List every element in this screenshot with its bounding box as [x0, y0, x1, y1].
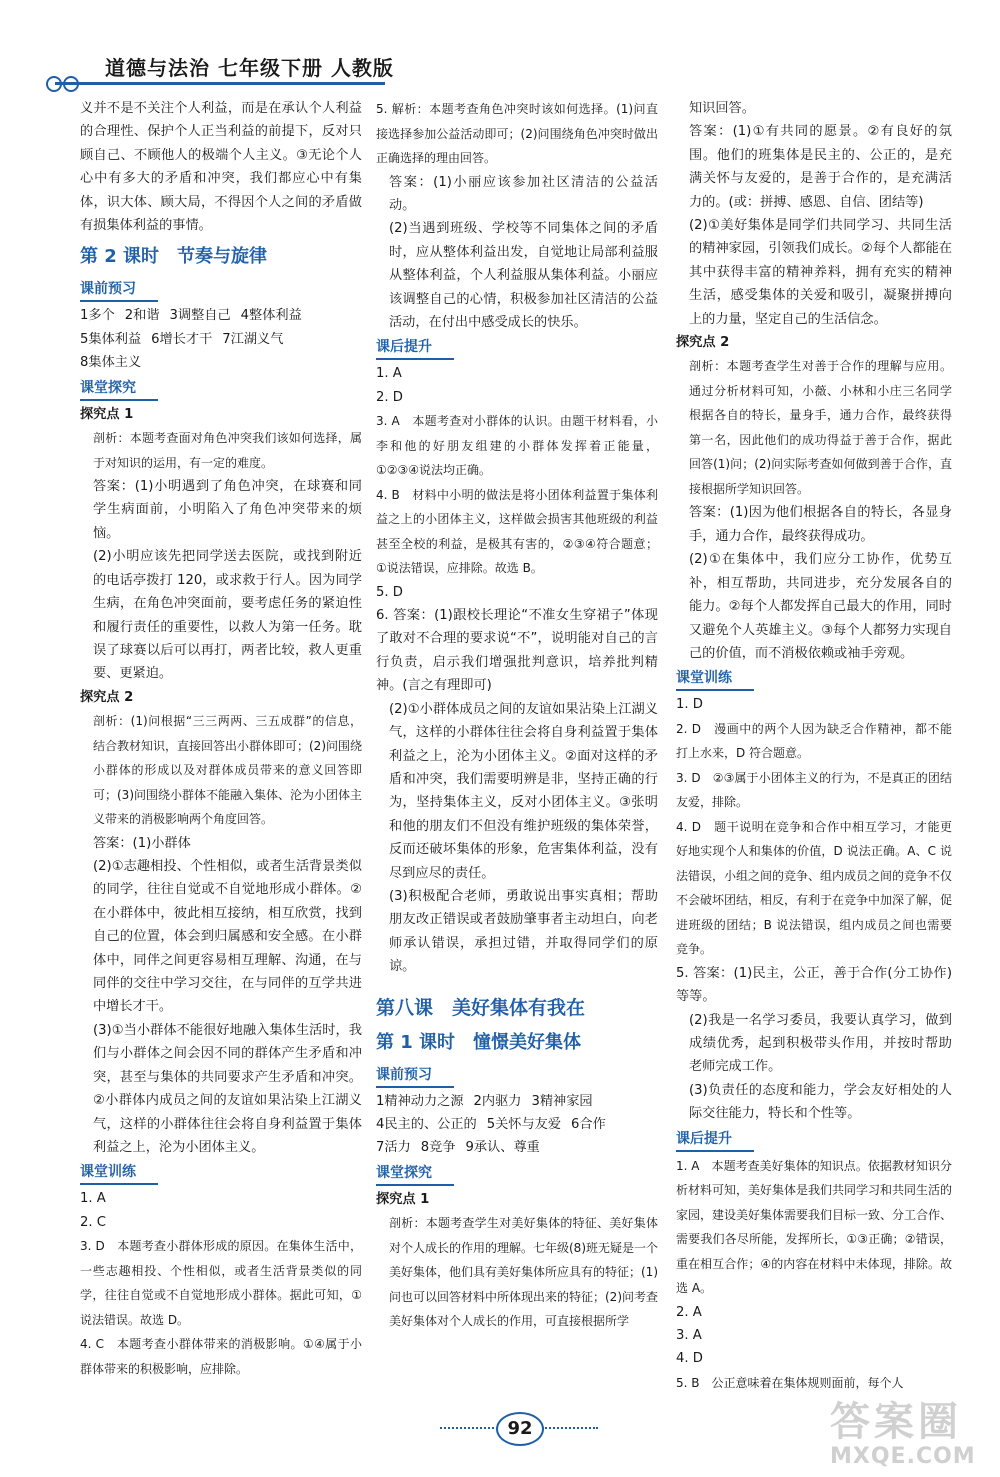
question-answer: 2. D 漫画中的两个人因为缺乏合作精神，都不能打上水来，D 符合题意。 — [676, 721, 952, 761]
question-answer: 4. D — [676, 1351, 703, 1367]
explore-point: 探究点 1 — [376, 1191, 430, 1207]
answer: 答案：(1)小明遇到了角色冲突，在球赛和同学生病面前，小明陷入了角色冲突带来的烦恼。 — [93, 479, 362, 541]
explore-point: 探究点 1 — [80, 406, 134, 422]
watermark-text: 答案圈 — [830, 1399, 962, 1445]
question-answer: 4. B 材料中小明的做法是将小团体利益置于集体利益之上的小团体主义，这样做会损害其他班级的利益甚至全校的利益，是极其有害的，②③④符合题意；①说法错误，应排除。故选 B。 — [376, 487, 658, 576]
section-label: 课堂探究 — [376, 1162, 454, 1186]
section-label: 课后提升 — [376, 336, 454, 360]
lesson-title: 第 1 课时 憧憬美好集体 — [376, 1031, 582, 1053]
answer: 答案：(1)小丽应该参加社区清洁的公益活动。 — [389, 174, 658, 213]
section-label: 课堂训练 — [676, 667, 754, 691]
preview-item: 6合作 — [571, 1116, 606, 1132]
question-answer: 1. D — [676, 697, 703, 713]
answer: 答案：(1)因为他们根据各自的特长，各显身手，通力合作，最终获得成功。 — [689, 505, 952, 544]
section-label: 课前预习 — [80, 278, 158, 302]
question-answer: 1. A — [80, 1191, 106, 1207]
answer: 答案：(1)小群体 — [93, 835, 191, 851]
question-answer: 2. C — [80, 1214, 106, 1230]
answer: (2)①志趣相投、个性相似，或者生活背景类似的同学，往往自觉或不自觉地形成小群体。②在小群体中，彼此相互接纳，相互欣赏，找到自己的位置，体会到归属感和安全感。在小群体中，同伴之间更容易相互理解、沟通，在与同伴的交往中学习交往，在与同伴的互学共进中增长才干。 — [93, 859, 362, 1015]
explore-point: 探究点 2 — [80, 689, 134, 705]
question-answer: 1. A 本题考查美好集体的知识点。依据教材知识分析材料可知，美好集体是我们共同学习和共同生活的家园，建设美好集体需要我们目标一致、分工合作、需要我们各尽所能，发挥所长，①③正确；②错误，重在相互合作；④的内容在材料中未体现，排除。故选 A。 — [676, 1158, 953, 1296]
question-answer: 4. C 本题考查小群体带来的消极影响。①④属于小群体带来的积极影响，应排除。 — [80, 1337, 362, 1376]
question-answer: 3. D ②③属于小团体主义的行为，不是真正的团结友爱，排除。 — [676, 770, 952, 810]
answer: (3)负责任的态度和能力，学会友好相处的人际交往能力，特长和个性等。 — [689, 1082, 952, 1122]
book-title: 道德与法治 七年级下册 人教版 — [105, 56, 394, 80]
preview-item: 1精神动力之源 — [376, 1093, 464, 1109]
answer: (2)小明应该先把同学送去医院，或找到附近的电话亭拨打 120，或求救于行人。因为同学生病，在角色冲突面前，要考虑任务的紧迫性和履行责任的重要性，以救人为第一任务。耽误了球赛以后可以再打，两者比较，救人更重要、更紧迫。 — [93, 549, 362, 682]
answer: 答案：(1)①有共同的愿景。②有良好的氛围。他们的班集体是民主的、公正的，是充满关怀与友爱的，是善于合作的，是充满活力的。(或：拼搏、感恩、自信、团结等) — [689, 124, 952, 210]
explore-point: 探究点 2 — [676, 335, 730, 351]
column-right — [676, 97, 952, 1395]
header-rule — [55, 82, 385, 85]
question-answer: 5. 答案：(1)民主，公正，善于合作(分工协作)等等。 — [676, 965, 952, 1005]
preview-item: 4整体利益 — [240, 308, 302, 324]
preview-item: 2内驱力 — [473, 1093, 522, 1109]
preview-item: 3调整自己 — [169, 308, 231, 324]
preview-item: 8集体主义 — [80, 355, 142, 371]
question-answer: 5. D — [376, 584, 403, 600]
question-answer: 3. A — [676, 1327, 702, 1343]
question-answer: 2. A — [676, 1304, 702, 1320]
analysis: 剖析：本题考查面对角色冲突我们该如何选择，属于对知识的运用，有一定的难度。 — [93, 431, 362, 470]
answer: (2)①在集体中，我们应分工协作，优势互补，相互帮助，共同进步，充分发展各自的能力。②每个人都发挥自己最大的作用，同时又避免个人英雄主义。③每个人都努力实现自己的价值，而不消极依赖或袖手旁观。 — [689, 552, 952, 661]
question-answer: 1. A — [376, 366, 402, 382]
preview-answers — [80, 304, 362, 374]
answer: (2)①小群体成员之间的友谊如果沾染上江湖义气，这样的小群体往往会将自身利益置于集体利益之上，沦为小团体主义。②面对这样的矛盾和冲突，我们需要明辨是非，坚持正确的行为，坚持集体主义，反对小团体主义。③张明和他的朋友们不但没有维护班级的集体荣誉，反而还破坏集体的形象，危害集体利益，没有尽到应尽的责任。 — [389, 701, 658, 881]
answer: (2)①美好集体是同学们共同学习、共同生活的精神家园，引领我们成长。②每个人都能在其中获得丰富的精神养料，拥有充实的精神生活，感受集体的关爱和吸引，凝聚拼搏向上的力量，坚定自己的生活信念。 — [689, 218, 952, 327]
preview-item: 5集体利益 — [80, 331, 142, 347]
analysis: 剖析：(1)问根据“三三两两、三五成群”的信息，结合教材知识，直接回答出小群体即可；(2)问围绕小群体的形成以及对群体成员带来的意义回答即可；(3)问围绕小群体不能融入集体、沦为小团体主义带来的消极影响两个角度回答。 — [93, 714, 362, 827]
watermark-url: MXQE.COM — [830, 1444, 976, 1469]
question-answer: 4. D 题干说明在竞争和合作中相互学习，才能更好地实现个人和集体的价值，D 说法正确。A、C 说法错误，小组之间的竞争、组内成员之间的竞争不仅不会破坏团结，相反，有利于在竞争中加深了解，促进班级的团结；B 说法错误，组内成员之间也需要竞争。 — [676, 819, 953, 957]
preview-item: 6增长才干 — [151, 331, 213, 347]
answer: (2)当遇到班级、学校等不同集体之间的矛盾时，应从整体利益出发，自觉地让局部利益服从整体利益，个人利益服从集体利益。小丽应该调整自己的心情，积极参加社区清洁的公益活动，在付出中感受成长的快乐。 — [389, 221, 658, 330]
section-label: 课前预习 — [376, 1064, 454, 1088]
preview-answers — [376, 1090, 658, 1160]
question-answer: 3. A 本题考查对小群体的认识。由题干材料看，小李和他的好朋友组建的小群体发挥着正能量，①②③④说法均正确。 — [376, 414, 658, 478]
preview-item: 5关怀与友爱 — [486, 1116, 562, 1132]
column-left — [80, 97, 362, 1381]
footer-dots-left — [440, 1427, 494, 1431]
question-answer: 3. D 本题考查小群体形成的原因。在集体生活中，一些志趣相投、个性相似，或者生活背景类似的同学，往往自觉或不自觉地形成小群体。据此可知，①说法错误。故选 D。 — [80, 1239, 362, 1327]
chapter-title: 第八课 美好集体有我在 — [376, 996, 586, 1019]
page-header — [0, 0, 1000, 96]
question-answer: 5. B 公正意味着在集体规则面前，每个人 — [676, 1375, 904, 1390]
preview-item: 4民主的、公正的 — [376, 1116, 477, 1132]
lesson-title: 第 2 课时 节奏与旋律 — [80, 246, 268, 268]
analysis: 5. 解析：本题考查角色冲突时该如何选择。(1)问直接选择参加公益活动即可；(2)问围绕角色冲突时做出正确选择的理由回答。 — [376, 102, 658, 165]
preview-item: 7活力 — [376, 1140, 411, 1156]
preview-item: 7江湖义气 — [222, 331, 284, 347]
page-number: 92 — [496, 1412, 544, 1446]
analysis: 剖析：本题考查学生对善于合作的理解与应用。通过分析材料可知，小薇、小林和小庄三名同学根据各自的特长，量身手，通力合作，最终获得第一名，因此他们的成功得益于善于合作，据此回答(1)问；(2)问实际考查如何做到善于合作，直接根据所学知识回答。 — [689, 359, 952, 496]
paragraph: 知识回答。 — [689, 101, 755, 116]
section-label: 课堂探究 — [80, 377, 158, 401]
preview-item: 9承认、尊重 — [465, 1140, 540, 1156]
section-label: 课后提升 — [676, 1128, 754, 1152]
section-label: 课堂训练 — [80, 1161, 158, 1185]
preview-item: 2和谐 — [124, 308, 160, 324]
question-answer: 2. D — [376, 389, 403, 405]
analysis: 剖析：本题考查学生对美好集体的特征、美好集体对个人成长的作用的理解。七年级(8)班无疑是一个美好集体，他们具有美好集体所应具有的特征；(1)问也可以回答材料中所体现出来的特征；(2)问考查美好集体对个人成长的作用，可直接根据所学 — [389, 1216, 658, 1329]
footer-dots-right — [542, 1427, 598, 1431]
paragraph: 义并不是不关注个人利益，而是在承认个人利益的合理性、保护个人正当利益的前提下，反对只顾自己、不顾他人的极端个人主义。③无论个人心中有多大的矛盾和冲突，我们都应心中有集体，识大体、顾大局，不得因个人之间的矛盾做有损集体利益的事情。 — [80, 101, 362, 234]
preview-item: 8竞争 — [420, 1140, 456, 1156]
answer: (3)①当小群体不能很好地融入集体生活时，我们与小群体之间会因不同的群体产生矛盾和冲突，甚至与集体的共同要求产生矛盾和冲突。②小群体内成员之间的友谊如果沾染上江湖义气，这样的小群体往往会将自身利益置于集体利益之上，沦为小团体主义。 — [93, 1022, 362, 1155]
preview-item: 3精神家园 — [531, 1093, 593, 1109]
preview-item: 1多个 — [80, 308, 115, 324]
watermark-logo — [830, 1400, 1000, 1477]
answer: (2)我是一名学习委员，我要认真学习，做到成绩优秀，起到积极带头作用，并按时帮助老师完成工作。 — [689, 1012, 952, 1075]
column-middle — [376, 97, 658, 1334]
answer: 6. 答案：(1)跟校长理论“不准女生穿裙子”体现了敢对不合理的要求说“不”，说明能对自己的言行负责，启示我们增强批判意识，培养批判精神。(言之有理即可) — [376, 608, 658, 694]
answer: (3)积极配合老师，勇敢说出事实真相；帮助朋友改正错误或者鼓励肇事者主动坦白，向老师承认错误，承担过错，并取得同学们的原谅。 — [389, 888, 658, 975]
